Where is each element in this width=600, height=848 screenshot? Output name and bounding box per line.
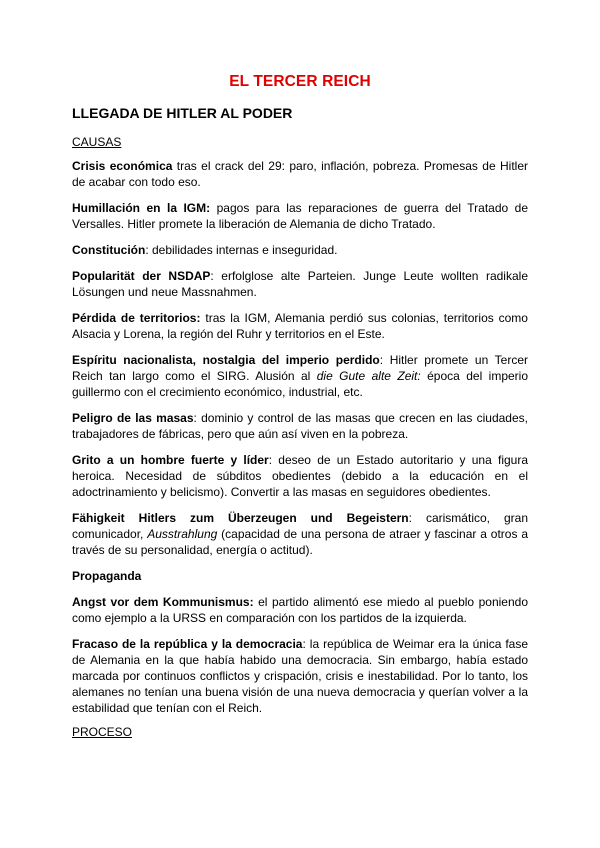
paragraph-term: Angst vor dem Kommunismus:: [72, 595, 254, 609]
paragraph-popularitat-nsdap: [72, 268, 528, 300]
paragraph-text: el partido alimentó ese miedo al pueblo poniendo como ejemplo a la URSS en comparación con los partidos de la izquierda.: [72, 595, 528, 625]
paragraph-perdida-territorios: [72, 310, 528, 342]
paragraph-text: : carismático, gran comunicador,: [72, 511, 528, 541]
paragraph-humillacion-igm: [72, 200, 528, 232]
paragraph-term: Crisis económica: [72, 159, 173, 173]
paragraph-peligro-masas: [72, 410, 528, 442]
paragraph-text: : Hitler promete un Tercer Reich tan largo como el SIRG. Alusión al: [72, 353, 528, 383]
paragraph-text: pagos para las reparaciones de guerra del Tratado de Versalles. Hitler promete la liberación de Alemania de dicho Tratado.: [72, 201, 528, 231]
section-causas-heading: CAUSAS: [72, 135, 122, 149]
paragraph-italic: Ausstrahlung: [147, 527, 218, 541]
paragraph-text: : debilidades internas e inseguridad.: [145, 243, 338, 257]
paragraph-term: Grito a un hombre fuerte y líder: [72, 453, 269, 467]
paragraph-text: : deseo de un Estado autoritario y una figura heroica. Necesidad de súbditos obedientes (debido a la educación en el adoctrinamiento y belicismo). Convertir a las masas en seguidores obedientes.: [72, 453, 528, 499]
paragraph-text: tras el crack del 29: paro, inflación, pobreza. Promesas de Hitler de acabar con todo eso.: [72, 159, 528, 189]
paragraph-text: tras la IGM, Alemania perdió sus colonias, territorios como Alsacia y Lorena, la región del Ruhr y territorios en el Este.: [72, 311, 528, 341]
paragraph-term: Humillación en la IGM:: [72, 201, 211, 215]
propaganda-heading: Propaganda: [72, 569, 142, 583]
paragraph-constitucion: [72, 242, 528, 258]
paragraph-text-continued: época del imperio guillermo con el crecimiento económico, industrial, etc.: [72, 369, 529, 399]
paragraph-text: : erfolglose alte Parteien. Junge Leute wollten radikale Lösungen und neue Massnahmen.: [72, 269, 528, 299]
section-proceso-heading: PROCESO: [72, 725, 133, 739]
paragraph-angst-kommunismus: [72, 594, 528, 626]
paragraph-text: : la república de Weimar era la única fase de Alemania en la que había habido una democracia. Sin embargo, había estado marcada por continuos conflictos y crispación, crisis e inestabilidad. Por lo tanto, los alemanes no tenían una buena visión de una nueva democracia y querían volver a la estabilidad que tenían con el Reich.: [72, 637, 529, 715]
paragraph-crisis-economica: [72, 158, 528, 190]
document-subtitle: LLEGADA DE HITLER AL PODER: [72, 105, 293, 121]
document-title: EL TERCER REICH: [229, 73, 371, 90]
paragraph-fahigkeit-hitlers: [72, 510, 528, 558]
paragraph-fracaso-republica: [72, 636, 528, 716]
paragraph-text: : dominio y control de las masas que crecen en las ciudades, trabajadores de fábricas, pero que aún así viven en la pobreza.: [72, 411, 528, 441]
paragraph-term: Fähigkeit Hitlers zum Überzeugen und Begeistern: [72, 511, 409, 525]
paragraph-italic: die Gute alte Zeit:: [316, 369, 421, 383]
paragraph-term: Fracaso de la república y la democracia: [72, 637, 303, 651]
paragraph-espiritu-nacionalista: [72, 352, 528, 400]
paragraph-term: Constitución: [72, 243, 146, 257]
paragraph-term: Popularität der NSDAP: [72, 269, 211, 283]
paragraph-grito-lider: [72, 452, 528, 500]
paragraph-term: Pérdida de territorios:: [72, 311, 201, 325]
paragraph-term: Peligro de las masas: [72, 411, 194, 425]
paragraph-term: Espíritu nacionalista, nostalgia del imperio perdido: [72, 353, 380, 367]
paragraph-text-continued: (capacidad de una persona de atraer y fascinar a otros a través de su personalidad, energía o actitud).: [72, 527, 528, 557]
